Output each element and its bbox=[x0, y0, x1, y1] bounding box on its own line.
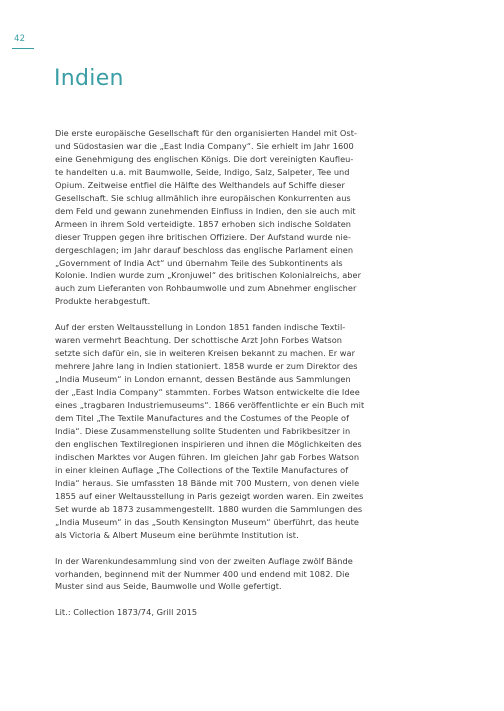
text-line: dieser Truppen gegen ihre britischen Offiziere. Der Aufstand wurde nie- bbox=[55, 231, 351, 242]
text-line: Set wurde ab 1873 zusammengestellt. 1880 wurden die Sammlungen des bbox=[55, 503, 363, 514]
text-line: und Südostasien war die „East India Company“. Sie erhielt im Jahr 1600 bbox=[55, 140, 354, 151]
paragraph bbox=[55, 555, 453, 594]
text-line: Auf der ersten Weltausstellung in London 1851 fanden indische Textil- bbox=[55, 322, 346, 333]
body-text bbox=[55, 127, 453, 619]
text-line: Kolonie. Indien wurde zum „Kronjuwel“ des britischen Kolonialreichs, aber bbox=[55, 270, 362, 281]
text-line: Armeen in ihrem Sold verteidigte. 1857 erhoben sich indische Soldaten bbox=[55, 218, 352, 229]
text-line: der „East India Company“ stammten. Forbes Watson entwickelte die Idee bbox=[55, 387, 360, 398]
text-line: Lit.: Collection 1873/74, Grill 2015 bbox=[55, 607, 198, 618]
page-title: Indien bbox=[54, 66, 124, 91]
text-line: te handelten u.a. mit Baumwolle, Seide, Indigo, Salz, Salpeter, Tee und bbox=[55, 166, 350, 177]
text-line: Muster sind aus Seide, Baumwolle und Wolle gefertigt. bbox=[55, 581, 282, 592]
text-line: „Government of India Act“ und übernahm Teile des Subkontinents als bbox=[55, 257, 343, 268]
paragraph-gap bbox=[55, 542, 453, 555]
text-line: als Victoria & Albert Museum eine berühmte Institution ist. bbox=[55, 529, 299, 540]
literature-reference bbox=[55, 606, 453, 619]
text-line: dem Titel „The Textile Manufactures and the Costumes of the People of bbox=[55, 413, 349, 424]
text-line: setzte sich dafür ein, sie in weiteren Kreisen bekannt zu machen. Er war bbox=[55, 348, 355, 359]
text-line: eines „tragbaren Industriemuseums“. 1866 veröffentlichte er ein Buch mit bbox=[55, 400, 365, 411]
text-line: mehrere Jahre lang in Indien stationiert. 1858 wurde er zum Direktor des bbox=[55, 361, 358, 372]
text-line: dergeschlagen; im Jahr darauf beschloss das englische Parlament einen bbox=[55, 244, 354, 255]
text-line: waren vermehrt Beachtung. Der schottische Arzt John Forbes Watson bbox=[55, 335, 343, 346]
text-line: Gesellschaft. Sie schlug allmählich ihre europäischen Konkurrenten aus bbox=[55, 192, 351, 203]
text-line: eine Genehmigung des englischen Königs. Die dort vereinigten Kaufleu- bbox=[55, 153, 354, 164]
text-line: dem Feld und gewann zunehmenden Einfluss in Indien, den sie auch mit bbox=[55, 205, 356, 216]
text-line: „India Museum“ in das „South Kensington Museum“ überführt, das heute bbox=[55, 516, 359, 527]
text-line: 1855 auf einer Weltausstellung in Paris gezeigt worden waren. Ein zweites bbox=[55, 490, 364, 501]
text-line: India“ heraus. Sie umfassten 18 Bände mit 700 Mustern, von denen viele bbox=[55, 477, 360, 488]
text-line: Produkte herabgestuft. bbox=[55, 296, 151, 307]
text-line: India“. Diese Zusammenstellung sollte Studenten und Fabrikbesitzer in bbox=[55, 425, 351, 436]
text-line: Die erste europäische Gesellschaft für den organisierten Handel mit Ost- bbox=[55, 128, 357, 138]
text-line: den englischen Textilregionen inspirieren und ihnen die Möglichkeiten des bbox=[55, 438, 362, 449]
text-line: auch zum Lieferanten von Rohbaumwolle und zum Abnehmer englischer bbox=[55, 283, 357, 294]
paragraph-gap bbox=[55, 593, 453, 606]
page-number-rule bbox=[12, 48, 34, 49]
paragraph-gap bbox=[55, 308, 453, 321]
text-line: vorhanden, beginnend mit der Nummer 400 und endend mit 1082. Die bbox=[55, 568, 350, 579]
paragraph bbox=[55, 127, 453, 308]
text-line: in einer kleinen Auflage „The Collections of the Textile Manufactures of bbox=[55, 464, 349, 475]
text-line: Opium. Zeitweise entfiel die Hälfte des Welthandels auf Schiffe dieser bbox=[55, 179, 345, 190]
text-line: indischen Marktes vor Augen führen. Im gleichen Jahr gab Forbes Watson bbox=[55, 451, 360, 462]
text-line: „India Museum“ in London ernannt, dessen Bestände aus Sammlungen bbox=[55, 374, 351, 385]
text-line: In der Warenkundesammlung sind von der zweiten Auflage zwölf Bände bbox=[55, 555, 353, 566]
paragraph bbox=[55, 321, 453, 541]
page-number: 42 bbox=[14, 34, 26, 44]
